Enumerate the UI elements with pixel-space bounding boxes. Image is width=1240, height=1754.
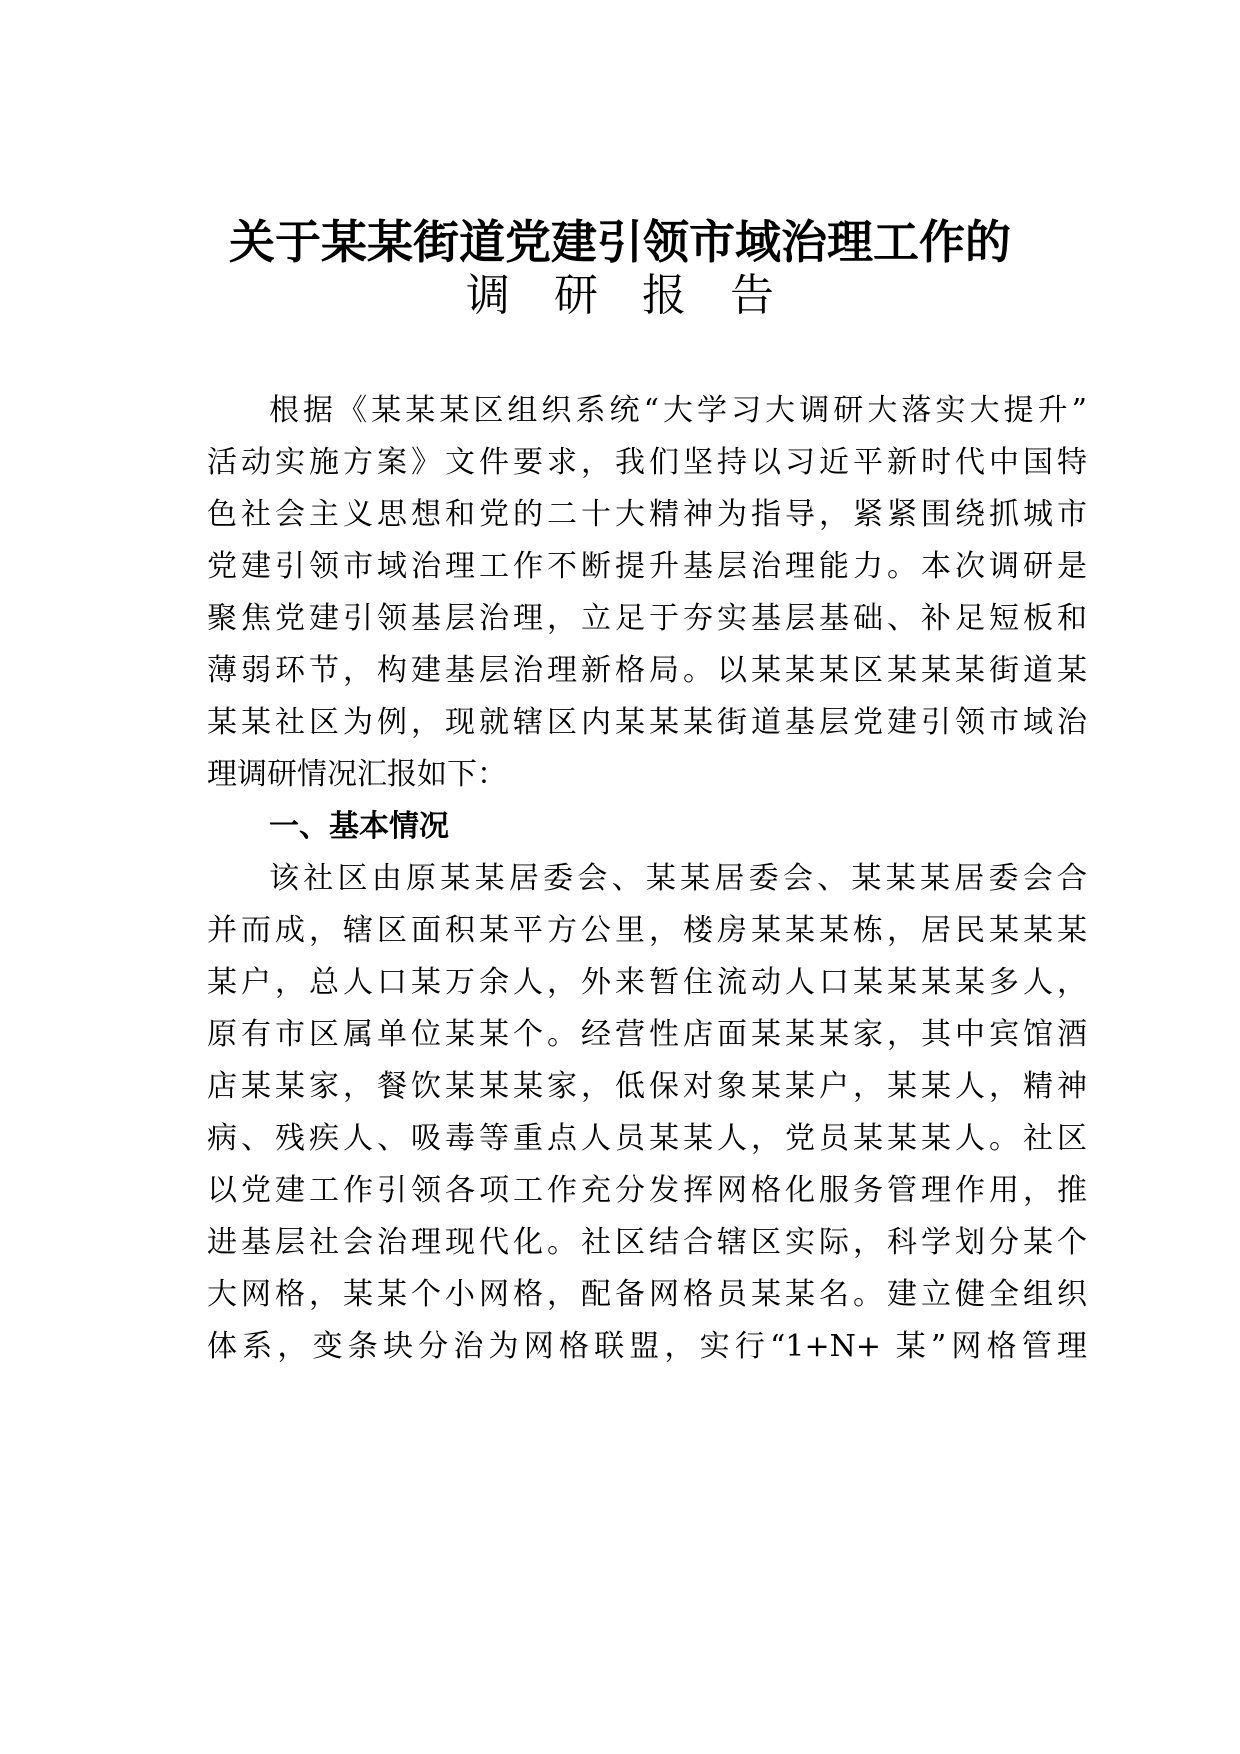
- paragraph-line: 病、残疾人、吸毒等重点人员某某人，党员某某某人。社区: [207, 1121, 1087, 1156]
- paragraph-line: 聚焦党建引领基层治理，立足于夯实基层基础、补足短板和: [207, 601, 1087, 636]
- paragraph-line: 原有市区属单位某某个。经营性店面某某某家，其中宾馆酒: [207, 1017, 1087, 1052]
- paragraph-line: 理调研情况汇报如下：: [207, 757, 507, 792]
- paragraph-line: 活动实施方案》文件要求，我们坚持以习近平新时代中国特: [207, 445, 1087, 480]
- paragraph-line: 该社区由原某某居委会、某某居委会、某某某居委会合: [269, 861, 1087, 896]
- document-subtitle: 调 研 报 告: [466, 270, 774, 321]
- paragraph-line: 并而成，辖区面积某平方公里，楼房某某某栋，居民某某某: [207, 913, 1087, 948]
- document-body: [207, 385, 1087, 1373]
- paragraph-line: 进基层社会治理现代化。社区结合辖区实际，科学划分某个: [207, 1225, 1087, 1260]
- paragraph-line: 色社会主义思想和党的二十大精神为指导，紧紧围绕抓城市: [207, 497, 1087, 532]
- paragraph-line: 大网格，某某个小网格，配备网格员某某名。建立健全组织: [207, 1277, 1087, 1312]
- paragraph-line: 薄弱环节，构建基层治理新格局。以某某某区某某某街道某: [207, 653, 1087, 688]
- paragraph-line: 某户，总人口某万余人，外来暂住流动人口某某某某多人，: [207, 965, 1087, 1000]
- paragraph-line: 党建引领市域治理工作不断提升基层治理能力。本次调研是: [207, 549, 1087, 584]
- document-title: 关于某某街道党建引领市域治理工作的: [229, 215, 1011, 269]
- paragraph-line: 体系，变条块分治为网格联盟，实行“1+N+ 某”网格管理: [207, 1329, 1087, 1364]
- paragraph-line: 某某社区为例，现就辖区内某某某街道基层党建引领市域治: [207, 705, 1087, 740]
- paragraph-line: 根据《某某某区组织系统“大学习大调研大落实大提升”: [269, 393, 1087, 428]
- section-heading: 一、基本情况: [269, 809, 449, 844]
- paragraph-line: 店某某家，餐饮某某某家，低保对象某某户，某某人，精神: [207, 1069, 1087, 1104]
- paragraph-line: 以党建工作引领各项工作充分发挥网格化服务管理作用，推: [207, 1173, 1087, 1208]
